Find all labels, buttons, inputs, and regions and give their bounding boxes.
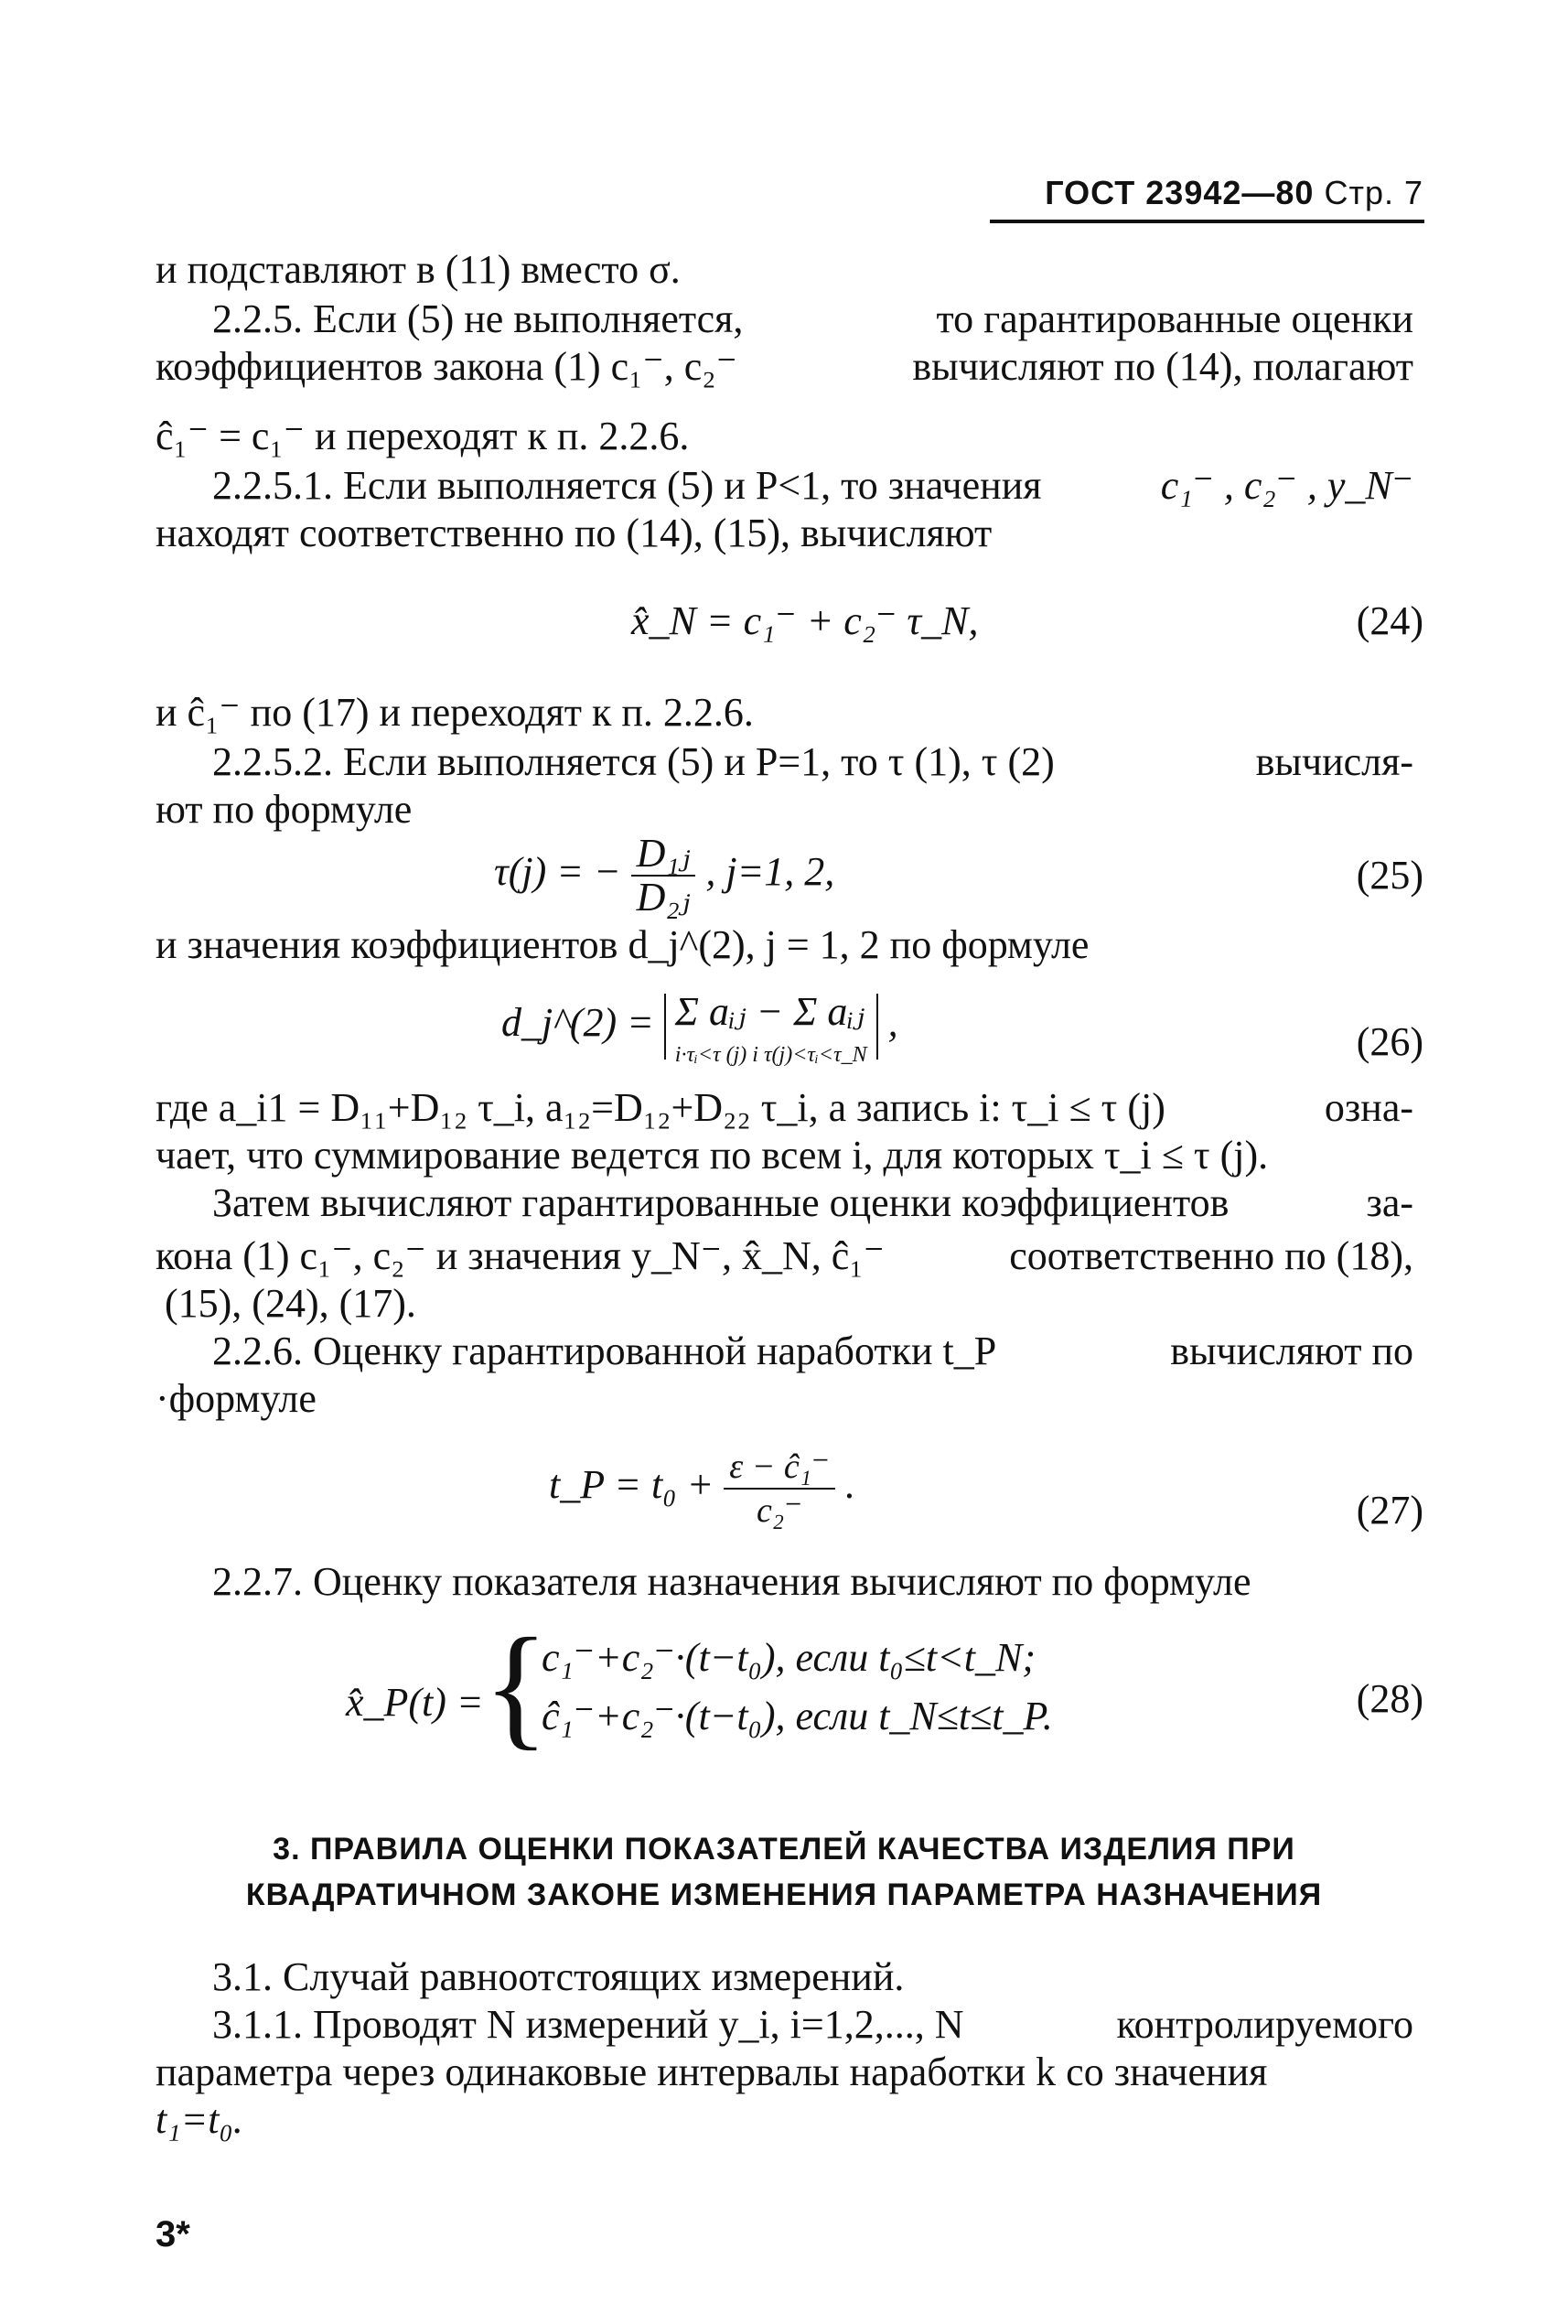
page-label: Стр. 7 bbox=[1324, 174, 1423, 211]
eq-part: d_j^(2) = bbox=[501, 1000, 654, 1046]
text-span: соответственно по (18), bbox=[1009, 1233, 1413, 1278]
text-span: коэффициентов закона (1) c₁⁻, c₂⁻ bbox=[156, 344, 737, 389]
section-title-line: 3. ПРАВИЛА ОЦЕНКИ ПОКАЗАТЕЛЕЙ КАЧЕСТВА ИЗДЕЛИЯ ПРИ bbox=[273, 1832, 1295, 1867]
text-line bbox=[212, 1178, 1413, 1228]
eq-part: t_P = t₀ + bbox=[549, 1462, 714, 1508]
denominator: c₂⁻ bbox=[757, 1491, 803, 1530]
text-line: (15), (24), (17). bbox=[165, 1281, 416, 1326]
text-span: 2.2.6. Оценку гарантированной наработки t_P bbox=[212, 1329, 997, 1373]
text-line: t₁=t₀. bbox=[156, 2097, 243, 2142]
text-span: где a_i1 = D₁₁+D₁₂ τ_i, a₁₂=D₁₂+D₂₂ τ_i, а запись i: τ_i ≤ τ (j) bbox=[156, 1085, 1165, 1130]
equation-number: (26) bbox=[1356, 1019, 1423, 1064]
text-span: за- bbox=[1366, 1180, 1413, 1225]
denominator: D₂ⱼ bbox=[636, 875, 691, 920]
eq-part: . bbox=[844, 1462, 855, 1508]
equation-number: (25) bbox=[1356, 853, 1423, 898]
equation-number: (28) bbox=[1356, 1676, 1423, 1721]
text-line: и подставляют в (11) вместо σ. bbox=[156, 247, 681, 292]
text-span: вычисляют по (14), полагают bbox=[912, 344, 1413, 389]
text-span: Затем вычисляют гарантированные оценки коэффициентов bbox=[212, 1180, 1230, 1225]
text-span: контролируемого bbox=[1116, 2002, 1413, 2047]
eq-part: , j=1, 2, bbox=[705, 849, 835, 895]
text-line: ·формуле bbox=[156, 1376, 317, 1421]
equation-28-cases bbox=[542, 1629, 1053, 1746]
numerator: ε − ĉ₁⁻ bbox=[724, 1446, 835, 1490]
text-line bbox=[212, 295, 1413, 344]
text-line: 2.2.7. Оценку показателя назначения вычисляют по формуле bbox=[212, 1559, 1251, 1604]
text-line bbox=[156, 342, 1413, 392]
page-header bbox=[1045, 174, 1423, 212]
text-line bbox=[212, 1327, 1413, 1376]
text-span: то гарантированные оценки bbox=[936, 296, 1413, 341]
eq-subscripts: i·τᵢ<τ (j) i τ(j)<τᵢ<τ_N bbox=[674, 1043, 867, 1067]
fraction bbox=[724, 1446, 835, 1532]
text-line bbox=[212, 2000, 1413, 2050]
eq-part: Σ aᵢⱼ − Σ aᵢⱼ bbox=[674, 989, 865, 1034]
fraction bbox=[631, 833, 696, 919]
header-rule bbox=[990, 220, 1424, 223]
case-line: ĉ₁⁻+c₂⁻·(t−t₀), если t_N≤t≤t_P. bbox=[542, 1694, 1053, 1738]
standard-number: ГОСТ 23942—80 bbox=[1045, 174, 1315, 211]
equation-24: x̂_N = c₁⁻ + c₂⁻ τ_N, bbox=[631, 598, 979, 643]
text-line: чает, что суммирование ведется по всем i, для которых τ_i ≤ τ (j). bbox=[156, 1133, 1269, 1178]
absolute-value bbox=[664, 989, 878, 1067]
text-line: ют по формуле bbox=[156, 787, 413, 832]
equation-number: (27) bbox=[1356, 1488, 1423, 1533]
text-span: вычисля- bbox=[1255, 739, 1413, 784]
text-span: вычисляют по bbox=[1170, 1329, 1413, 1373]
text-line bbox=[156, 1083, 1413, 1133]
text-line: параметра через одинаковые интервалы наработки k со значения bbox=[156, 2050, 1268, 2094]
text-line bbox=[212, 737, 1413, 787]
text-line: 3.1. Случай равноотстоящих измерений. bbox=[212, 1954, 905, 1999]
equation-number: (24) bbox=[1356, 598, 1423, 643]
eq-part: , bbox=[887, 1000, 898, 1046]
numerator: D₁ⱼ bbox=[631, 833, 696, 877]
text-line bbox=[212, 461, 1413, 511]
equation-27 bbox=[549, 1446, 855, 1532]
text-line: ĉ₁⁻ = c₁⁻ и переходят к п. 2.2.6. bbox=[156, 414, 690, 458]
section-title bbox=[0, 1826, 1568, 1918]
text-span: 2.2.5.1. Если выполняется (5) и P<1, то значения bbox=[212, 463, 1042, 508]
text-span: 2.2.5.2. Если выполняется (5) и P=1, то τ (1), τ (2) bbox=[212, 739, 1055, 784]
sheet-mark: 3* bbox=[156, 2214, 190, 2254]
text-span: 3.1.1. Проводят N измерений y_i, i=1,2,..., N bbox=[212, 2002, 964, 2047]
text-line bbox=[156, 1232, 1413, 1281]
section-title-line: КВАДРАТИЧНОМ ЗАКОНЕ ИЗМЕНЕНИЯ ПАРАМЕТРА НАЗНАЧЕНИЯ bbox=[245, 1877, 1323, 1912]
equation-28-lhs: x̂_P(t) = bbox=[346, 1680, 484, 1725]
text-span: c₁⁻ , c₂⁻ , y_N⁻ bbox=[1160, 463, 1413, 508]
eq-part: τ(j) = − bbox=[494, 849, 621, 895]
text-span: озна- bbox=[1324, 1085, 1413, 1130]
text-line: и значения коэффициентов d_j^(2), j = 1, 2 по формуле bbox=[156, 922, 1090, 967]
text-span: кона (1) c₁⁻, c₂⁻ и значения y_N⁻, x̂_N, ĉ₁⁻ bbox=[156, 1233, 885, 1278]
text-line: находят соответственно по (14), (15), вычисляют bbox=[156, 511, 993, 555]
text-line: и ĉ₁⁻ по (17) и переходят к п. 2.2.6. bbox=[156, 690, 754, 735]
left-brace: { bbox=[483, 1610, 549, 1762]
equation-25 bbox=[494, 833, 834, 919]
text-span: 2.2.5. Если (5) не выполняется, bbox=[212, 296, 744, 341]
equation-26 bbox=[501, 989, 898, 1067]
case-line: c₁⁻+c₂⁻·(t−t₀), если t₀≤t<t_N; bbox=[542, 1635, 1036, 1680]
